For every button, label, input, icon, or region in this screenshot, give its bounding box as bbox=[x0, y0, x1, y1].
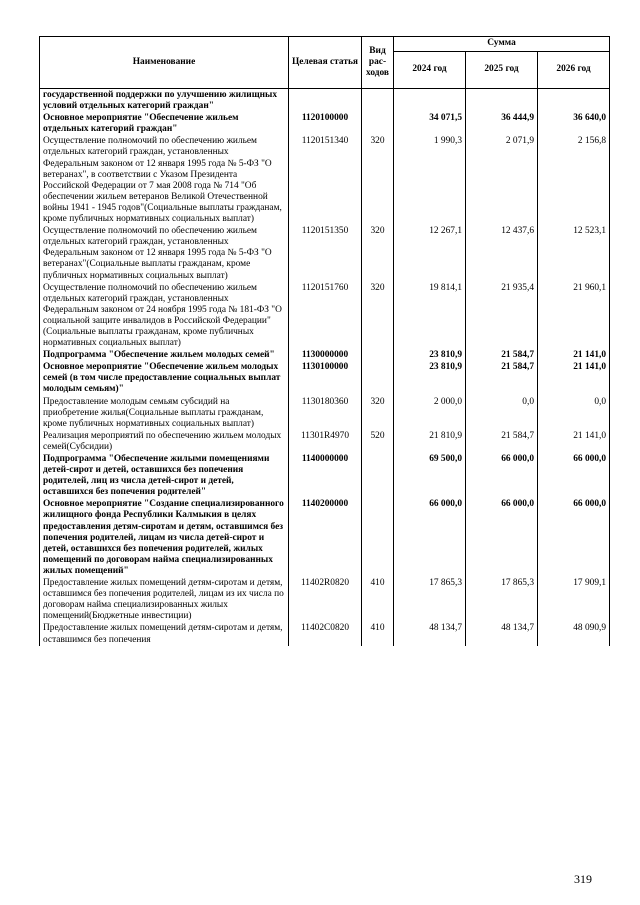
row-2026-cell: 12 523,1 bbox=[538, 225, 610, 281]
row-target-cell: 1120151350 bbox=[289, 225, 362, 281]
row-kind-cell bbox=[362, 89, 394, 113]
budget-table bbox=[39, 36, 610, 646]
row-target-cell: 1140000000 bbox=[289, 453, 362, 498]
row-2026-cell: 21 141,0 bbox=[538, 430, 610, 453]
row-name-cell: Подпрограмма "Обеспечение жильем молодых семей" bbox=[40, 349, 289, 361]
row-target-cell: 1130100000 bbox=[289, 361, 362, 395]
row-name-cell: Осуществление полномочий по обеспечению жильем отдельных категорий граждан, установленных Федеральным законом от 24 ноября 1995 года № 181-ФЗ "О социальной защите инвалидов в Российской Федерации"(Социальные выплаты гражданам, кроме публичных нормативных социальных выплат) bbox=[40, 282, 289, 350]
row-name-cell: Предоставление жилых помещений детям-сиротам и детям, оставшимся без попечения родителей, лицам из их числа по договорам найма специализированных жилых помещений(Бюджетные инвестиции) bbox=[40, 577, 289, 622]
row-2026-cell: 21 960,1 bbox=[538, 282, 610, 350]
row-name-cell: Реализация мероприятий по обеспечению жильем молодых семей(Субсидии) bbox=[40, 430, 289, 453]
row-2025-cell: 66 000,0 bbox=[466, 498, 538, 577]
header-2024: 2024 год bbox=[394, 52, 466, 89]
row-kind-cell: 320 bbox=[362, 282, 394, 350]
row-kind-cell: 320 bbox=[362, 396, 394, 430]
row-2025-cell: 21 584,7 bbox=[466, 430, 538, 453]
row-kind-cell bbox=[362, 453, 394, 498]
table-row bbox=[40, 112, 610, 135]
row-2026-cell: 17 909,1 bbox=[538, 577, 610, 622]
table-row bbox=[40, 498, 610, 577]
row-2026-cell bbox=[538, 89, 610, 113]
row-2026-cell: 48 090,9 bbox=[538, 622, 610, 645]
header-2026: 2026 год bbox=[538, 52, 610, 89]
row-2024-cell: 21 810,9 bbox=[394, 430, 466, 453]
row-name-cell: Предоставление молодым семьям субсидий на приобретение жилья(Социальные выплаты гражданам, кроме публичных нормативных социальных выплат) bbox=[40, 396, 289, 430]
row-2024-cell: 2 000,0 bbox=[394, 396, 466, 430]
row-name-cell: Осуществление полномочий по обеспечению жильем отдельных категорий граждан, установленных Федеральным законом от 12 января 1995 года № 5-ФЗ "О ветеранах"(Социальные выплаты гражданам, кроме публичных нормативных социальных выплат) bbox=[40, 225, 289, 281]
row-target-cell bbox=[289, 89, 362, 113]
page-number: 319 bbox=[574, 872, 592, 886]
row-target-cell: 11301R4970 bbox=[289, 430, 362, 453]
row-2025-cell bbox=[466, 89, 538, 113]
header-target: Целевая статья bbox=[289, 37, 362, 89]
row-2026-cell: 21 141,0 bbox=[538, 349, 610, 361]
header-name: Наименование bbox=[40, 37, 289, 89]
row-2025-cell: 36 444,9 bbox=[466, 112, 538, 135]
row-2024-cell: 1 990,3 bbox=[394, 135, 466, 225]
row-2024-cell: 66 000,0 bbox=[394, 498, 466, 577]
table-row bbox=[40, 89, 610, 113]
row-kind-cell bbox=[362, 112, 394, 135]
row-kind-cell bbox=[362, 361, 394, 395]
row-2024-cell: 12 267,1 bbox=[394, 225, 466, 281]
row-target-cell: 1120100000 bbox=[289, 112, 362, 135]
row-kind-cell: 320 bbox=[362, 135, 394, 225]
row-target-cell: 1140200000 bbox=[289, 498, 362, 577]
row-2026-cell: 66 000,0 bbox=[538, 453, 610, 498]
table-row bbox=[40, 453, 610, 498]
header-2025: 2025 год bbox=[466, 52, 538, 89]
table-header bbox=[40, 37, 610, 89]
row-2024-cell: 17 865,3 bbox=[394, 577, 466, 622]
table-body bbox=[40, 89, 610, 646]
row-name-cell: Подпрограмма "Обеспечение жилыми помещениями детей-сирот и детей, оставшихся без попечения родителей, лиц из числа детей-сирот и детей, оставшихся без попечения родителей" bbox=[40, 453, 289, 498]
row-target-cell: 1130000000 bbox=[289, 349, 362, 361]
row-2025-cell: 21 584,7 bbox=[466, 361, 538, 395]
table-row bbox=[40, 135, 610, 225]
row-2024-cell: 34 071,5 bbox=[394, 112, 466, 135]
row-name-cell: Предоставление жилых помещений детям-сиротам и детям, оставшимся без попечения bbox=[40, 622, 289, 645]
row-2025-cell: 21 584,7 bbox=[466, 349, 538, 361]
row-2025-cell: 66 000,0 bbox=[466, 453, 538, 498]
row-2024-cell: 23 810,9 bbox=[394, 349, 466, 361]
row-2026-cell: 21 141,0 bbox=[538, 361, 610, 395]
table-row bbox=[40, 225, 610, 281]
table-row bbox=[40, 577, 610, 622]
row-kind-cell: 320 bbox=[362, 225, 394, 281]
table-row bbox=[40, 282, 610, 350]
row-2025-cell: 17 865,3 bbox=[466, 577, 538, 622]
row-2025-cell: 21 935,4 bbox=[466, 282, 538, 350]
row-2024-cell: 23 810,9 bbox=[394, 361, 466, 395]
row-name-cell: Основное мероприятие "Создание специализированного жилищного фонда Республики Калмыкия в целях предоставления детям-сиротам и детям, оставшимся без попечения родителей, лицам из числа детей-сирот и детей, оставшихся без попечения родителей, жилых помещений по договорам найма специализированных жилых помещений" bbox=[40, 498, 289, 577]
row-name-cell: Осуществление полномочий по обеспечению жильем отдельных категорий граждан, установленных Федеральным законом от 12 января 1995 года № 5-ФЗ "О ветеранах", в соответствии с Указом Президента Российской Федерации от 7 мая 2008 года № 714 "Об обеспечении жильем ветеранов Великой Отечественной войны 1941 - 1945 годов"(Социальные выплаты гражданам, кроме публичных нормативных социальных выплат) bbox=[40, 135, 289, 225]
row-kind-cell bbox=[362, 349, 394, 361]
row-2026-cell: 36 640,0 bbox=[538, 112, 610, 135]
table-row bbox=[40, 349, 610, 361]
row-2024-cell: 69 500,0 bbox=[394, 453, 466, 498]
header-kind: Вид рас-ходов bbox=[362, 37, 394, 89]
row-2025-cell: 2 071,9 bbox=[466, 135, 538, 225]
table-row bbox=[40, 361, 610, 395]
row-name-cell: государственной поддержки по улучшению жилищных условий отдельных категорий граждан" bbox=[40, 89, 289, 113]
row-name-cell: Основное мероприятие "Обеспечение жильем отдельных категорий граждан" bbox=[40, 112, 289, 135]
table-row bbox=[40, 622, 610, 645]
row-target-cell: 11402C0820 bbox=[289, 622, 362, 645]
row-2025-cell: 48 134,7 bbox=[466, 622, 538, 645]
row-2026-cell: 66 000,0 bbox=[538, 498, 610, 577]
table-row bbox=[40, 396, 610, 430]
row-2026-cell: 2 156,8 bbox=[538, 135, 610, 225]
row-2024-cell: 48 134,7 bbox=[394, 622, 466, 645]
row-kind-cell: 410 bbox=[362, 577, 394, 622]
row-kind-cell: 520 bbox=[362, 430, 394, 453]
row-kind-cell bbox=[362, 498, 394, 577]
row-2026-cell: 0,0 bbox=[538, 396, 610, 430]
row-target-cell: 11402R0820 bbox=[289, 577, 362, 622]
row-target-cell: 1120151340 bbox=[289, 135, 362, 225]
row-2025-cell: 0,0 bbox=[466, 396, 538, 430]
row-target-cell: 1130180360 bbox=[289, 396, 362, 430]
row-target-cell: 1120151760 bbox=[289, 282, 362, 350]
row-2024-cell: 19 814,1 bbox=[394, 282, 466, 350]
row-kind-cell: 410 bbox=[362, 622, 394, 645]
row-2024-cell bbox=[394, 89, 466, 113]
row-2025-cell: 12 437,6 bbox=[466, 225, 538, 281]
header-sum: Сумма bbox=[394, 37, 610, 52]
table-row bbox=[40, 430, 610, 453]
row-name-cell: Основное мероприятие "Обеспечение жильем молодых семей (в том числе предоставление социальных выплат молодым семьям)" bbox=[40, 361, 289, 395]
